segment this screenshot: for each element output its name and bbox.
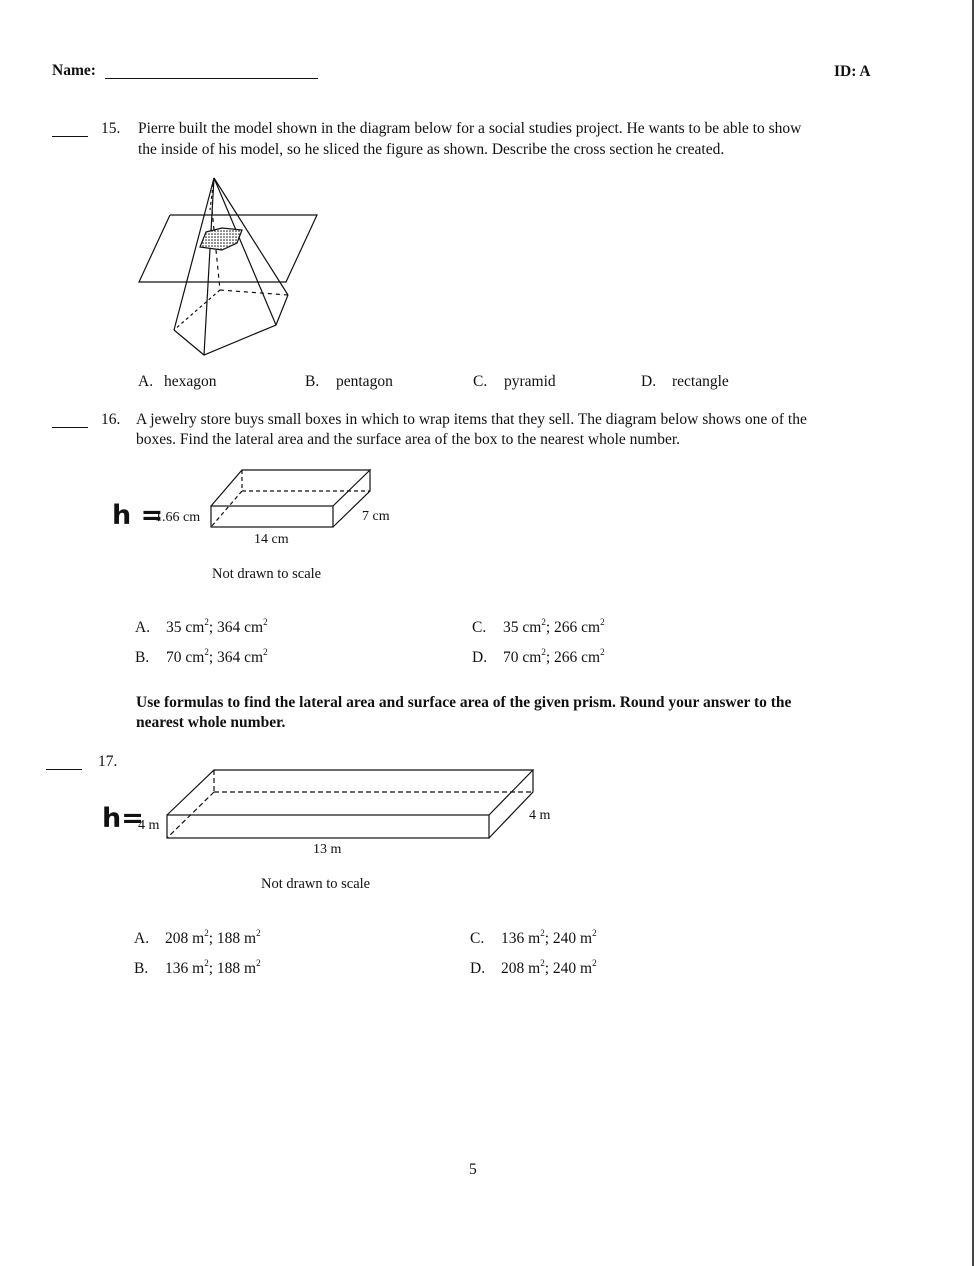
q17-choice-c[interactable] [470, 930, 597, 948]
q17-choice-d[interactable] [470, 960, 597, 978]
exponent: 2 [256, 958, 261, 968]
question-16-line-1: A jewelry store buys small boxes in which to wrap items that they sell. The diagram below shows one of the [136, 411, 807, 428]
question-16-line-2: boxes. Find the lateral area and the surface area of the box to the nearest whole number. [136, 431, 681, 448]
choice-value-1: 70 cm [166, 649, 205, 666]
exponent: 2 [541, 617, 546, 627]
prism-caption: Not drawn to scale [261, 876, 371, 892]
box-length-label: 14 cm [254, 532, 289, 547]
separator: ; [544, 960, 549, 977]
scan-edge [972, 0, 974, 1266]
exponent: 2 [263, 617, 268, 627]
exponent: 2 [204, 928, 209, 938]
name-blank-line [105, 78, 318, 79]
q15-choice-a[interactable] [138, 373, 217, 391]
prism-depth-label: 4 m [529, 808, 551, 823]
q17-choice-b[interactable] [134, 960, 261, 978]
q17-choice-a[interactable] [134, 930, 261, 948]
choice-letter: A. [134, 930, 150, 947]
prism-height-label: 4 m [138, 818, 160, 833]
separator: ; [545, 649, 551, 666]
exponent: 2 [592, 928, 597, 938]
separator: ; [208, 930, 213, 947]
choice-value-2: 188 m [216, 930, 257, 947]
exponent: 2 [541, 647, 546, 657]
choice-text: hexagon [164, 373, 217, 390]
instructions-line-2: nearest whole number. [136, 714, 286, 731]
choice-value-2: 240 m [552, 960, 593, 977]
handwritten-h-annotation: h = [112, 500, 164, 531]
choice-text: pyramid [504, 373, 556, 390]
prism-length-label: 13 m [313, 842, 342, 857]
q16-choice-b[interactable] [135, 649, 268, 667]
q15-choice-d[interactable] [641, 373, 729, 391]
choice-text: rectangle [672, 373, 729, 390]
exponent: 2 [263, 647, 268, 657]
q15-choice-c[interactable] [473, 373, 556, 391]
question-15-line-1: Pierre built the model shown in the diagram below for a social studies project. He wants to be able to show [138, 120, 802, 137]
choice-letter: C. [470, 930, 485, 947]
box-depth-label: 7 cm [362, 509, 390, 524]
choice-letter: C. [473, 373, 488, 390]
exponent: 2 [600, 647, 605, 657]
choice-value-1: 35 cm [503, 619, 542, 636]
choice-value-1: 136 m [501, 930, 541, 947]
exponent: 2 [204, 617, 209, 627]
exponent: 2 [600, 617, 605, 627]
id-label: ID: A [834, 63, 871, 80]
handwritten-h-annotation: h= [102, 803, 144, 834]
separator: ; [545, 619, 551, 636]
choice-value-1: 35 cm [166, 619, 205, 636]
exponent: 2 [540, 928, 545, 938]
choice-text: pentagon [336, 373, 393, 390]
page-number: 5 [469, 1161, 477, 1178]
choice-value-2: 188 m [216, 960, 257, 977]
pyramid-cross-section-diagram [130, 170, 330, 365]
choice-value-2: 240 m [552, 930, 593, 947]
choice-value-1: 70 cm [503, 649, 542, 666]
q15-choice-b[interactable] [305, 373, 393, 391]
exponent: 2 [540, 958, 545, 968]
separator: ; [208, 960, 213, 977]
name-label: Name: [52, 62, 96, 79]
answer-blank-17 [46, 769, 82, 770]
choice-letter: D. [472, 649, 488, 666]
choice-value-2: 266 cm [554, 649, 601, 666]
cutting-plane [139, 215, 317, 282]
choice-letter: D. [470, 960, 486, 977]
choice-letter: A. [138, 373, 154, 390]
question-number-17: 17. [98, 753, 118, 770]
pyramid-edges [174, 178, 288, 355]
exponent: 2 [592, 958, 597, 968]
answer-blank-15 [52, 136, 88, 137]
question-number-16: 16. [101, 411, 121, 428]
rectangular-prism-diagram [163, 763, 543, 843]
separator: ; [208, 649, 214, 666]
choice-value-1: 208 m [501, 960, 541, 977]
choice-value-2: 266 cm [554, 619, 601, 636]
question-15-line-2: the inside of his model, so he sliced the figure as shown. Describe the cross section he created. [138, 141, 725, 158]
exponent: 2 [204, 958, 209, 968]
choice-letter: C. [472, 619, 487, 636]
question-number-15: 15. [101, 120, 121, 137]
q16-choice-a[interactable] [135, 619, 268, 637]
instructions-line-1: Use formulas to find the lateral area and surface area of the given prism. Round your answer to the [136, 694, 792, 711]
choice-letter: B. [134, 960, 149, 977]
choice-value-2: 364 cm [217, 649, 264, 666]
choice-letter: D. [641, 373, 657, 390]
q16-choice-c[interactable] [472, 619, 605, 637]
jewelry-box-diagram [205, 465, 380, 535]
separator: ; [544, 930, 549, 947]
separator: ; [208, 619, 214, 636]
choice-value-2: 364 cm [217, 619, 264, 636]
hexagon-cross-section [200, 228, 242, 250]
choice-letter: B. [135, 649, 150, 666]
box-height-label: 1.66 cm [155, 510, 201, 525]
box-caption: Not drawn to scale [212, 566, 322, 582]
choice-letter: B. [305, 373, 320, 390]
exponent: 2 [204, 647, 209, 657]
choice-letter: A. [135, 619, 151, 636]
answer-blank-16 [52, 427, 88, 428]
choice-value-1: 208 m [165, 930, 205, 947]
exponent: 2 [256, 928, 261, 938]
choice-value-1: 136 m [165, 960, 205, 977]
q16-choice-d[interactable] [472, 649, 605, 667]
